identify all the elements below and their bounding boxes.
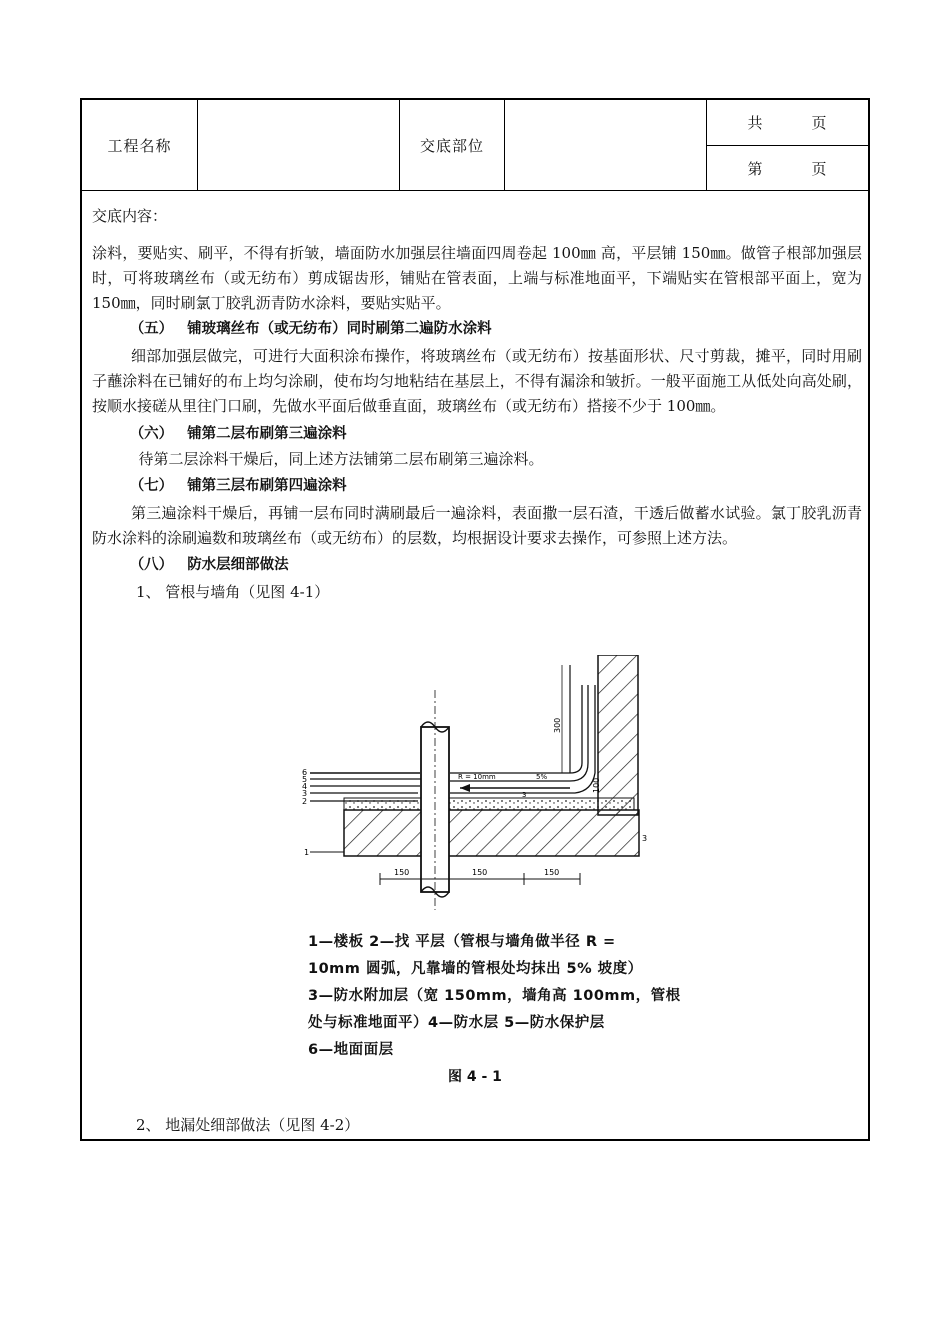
right-label-3: 3 <box>642 834 648 843</box>
dim-300: 300 <box>553 717 562 733</box>
paragraph-2: 细部加强层做完，可进行大面积涂布操作，将玻璃丝布（或无纺布）按基面形状、尺寸剪裁，摊平，同时用刷子蘸涂料在已铺好的布上均匀涂刷，使布均匀地粘结在基层上，不得有漏涂和皱折。一般平面施工从低处向高处刷，按顺水接磋从里往门口刷，先做水平面后做垂直面，玻璃丝布（或无纺布）搭接不少于 100㎜。 <box>92 347 862 415</box>
content-body <box>92 241 862 605</box>
heading-8 <box>92 553 862 578</box>
r-label: R = 10mm <box>458 773 496 781</box>
heading-6 <box>92 422 862 447</box>
total-pages: 共 页 <box>747 114 828 132</box>
layer-label-2: 2 <box>302 797 308 806</box>
leveling-layer <box>344 798 634 810</box>
slope-arrowhead <box>460 784 470 792</box>
heading-8-text: 防水层细部做法 <box>187 557 289 573</box>
dim-150-b: 150 <box>472 868 488 877</box>
heading-5 <box>92 317 862 342</box>
figure-caption-line-2: 10mm 圆弧，凡靠墙的管根处均抹出 5% 坡度） <box>308 961 643 977</box>
inner-label-3: 3 <box>522 791 527 799</box>
layer-label-4: 4 <box>302 782 308 791</box>
heading-7-text: 铺第三层布刷第四遍涂料 <box>187 478 347 494</box>
paragraph-1: 涂料，要贴实、刷平，不得有折皱，墙面防水加强层往墙面四周卷起 100㎜ 高，平层铺 150㎜。做管子根部加强层时，可将玻璃丝布（或无纺布）剪成锯齿形，铺贴在管表面，上端与标准地面平，下端贴实在管根部平面上，宽为 150㎜，同时刷氯丁胶乳沥青防水涂料，要贴实贴平。 <box>92 244 862 312</box>
pipe-wall-detail-figure <box>300 655 660 915</box>
heading-5-number: （五） <box>129 321 174 337</box>
figure-caption-line-1: 1—楼板 2—找 平层（管根与墙角做半径 R = <box>308 934 616 950</box>
paragraph-3: 待第二层涂料干燥后，同上述方法铺第二层布刷第三遍涂料。 <box>138 450 544 468</box>
dim-150-c: 150 <box>544 868 560 877</box>
figure-caption-line-3: 3—防水附加层（宽 150mm，墙角高 100mm，管根 <box>308 988 681 1004</box>
layer-label-5: 5 <box>302 775 308 784</box>
project-name-label: 工程名称 <box>107 136 172 155</box>
heading-7-number: （七） <box>129 478 174 494</box>
heading-8-number: （八） <box>129 557 174 573</box>
figure-label: 图 4 - 1 <box>448 1069 502 1085</box>
layer-label-1: 1 <box>304 848 310 857</box>
project-name-value[interactable] <box>198 100 399 190</box>
content-label: 交底内容： <box>92 207 168 225</box>
slope-label: 5% <box>536 773 548 781</box>
header-divider <box>80 190 870 191</box>
list-item-1: 1、 管根与墙角（见图 4-1） <box>136 583 330 601</box>
figure-caption-line-5: 6—地面面层 <box>308 1042 394 1058</box>
location-value[interactable] <box>505 100 706 190</box>
heading-5-text: 铺玻璃丝布（或无纺布）同时刷第二遍防水涂料 <box>187 321 492 337</box>
layer-label-6: 6 <box>302 768 308 777</box>
list-item-2: 2、 地漏处细部做法（见图 4-2） <box>136 1116 360 1134</box>
location-label: 交底部位 <box>419 136 484 155</box>
dim-150-a: 150 <box>394 868 410 877</box>
page-number: 第 页 <box>747 159 828 178</box>
heading-6-text: 铺第二层布刷第三遍涂料 <box>187 426 347 442</box>
figure-caption-line-4: 处与标准地面平）4—防水层 5—防水保护层 <box>308 1015 605 1031</box>
heading-6-number: （六） <box>129 426 174 442</box>
wall <box>598 655 638 815</box>
paragraph-4: 第三遍涂料干燥后，再铺一层布同时满刷最后一遍涂料，表面撒一层石渣，干透后做蓄水试验。氯丁胶乳沥青防水涂料的涂刷遍数和玻璃丝布（或无纺布）的层数，均根据设计要求去操作，可参照上述方法。 <box>92 504 862 547</box>
layer-label-3: 3 <box>302 789 308 798</box>
floor-slab <box>344 810 639 856</box>
heading-7 <box>92 474 862 499</box>
dim-100: 100 <box>592 777 601 793</box>
